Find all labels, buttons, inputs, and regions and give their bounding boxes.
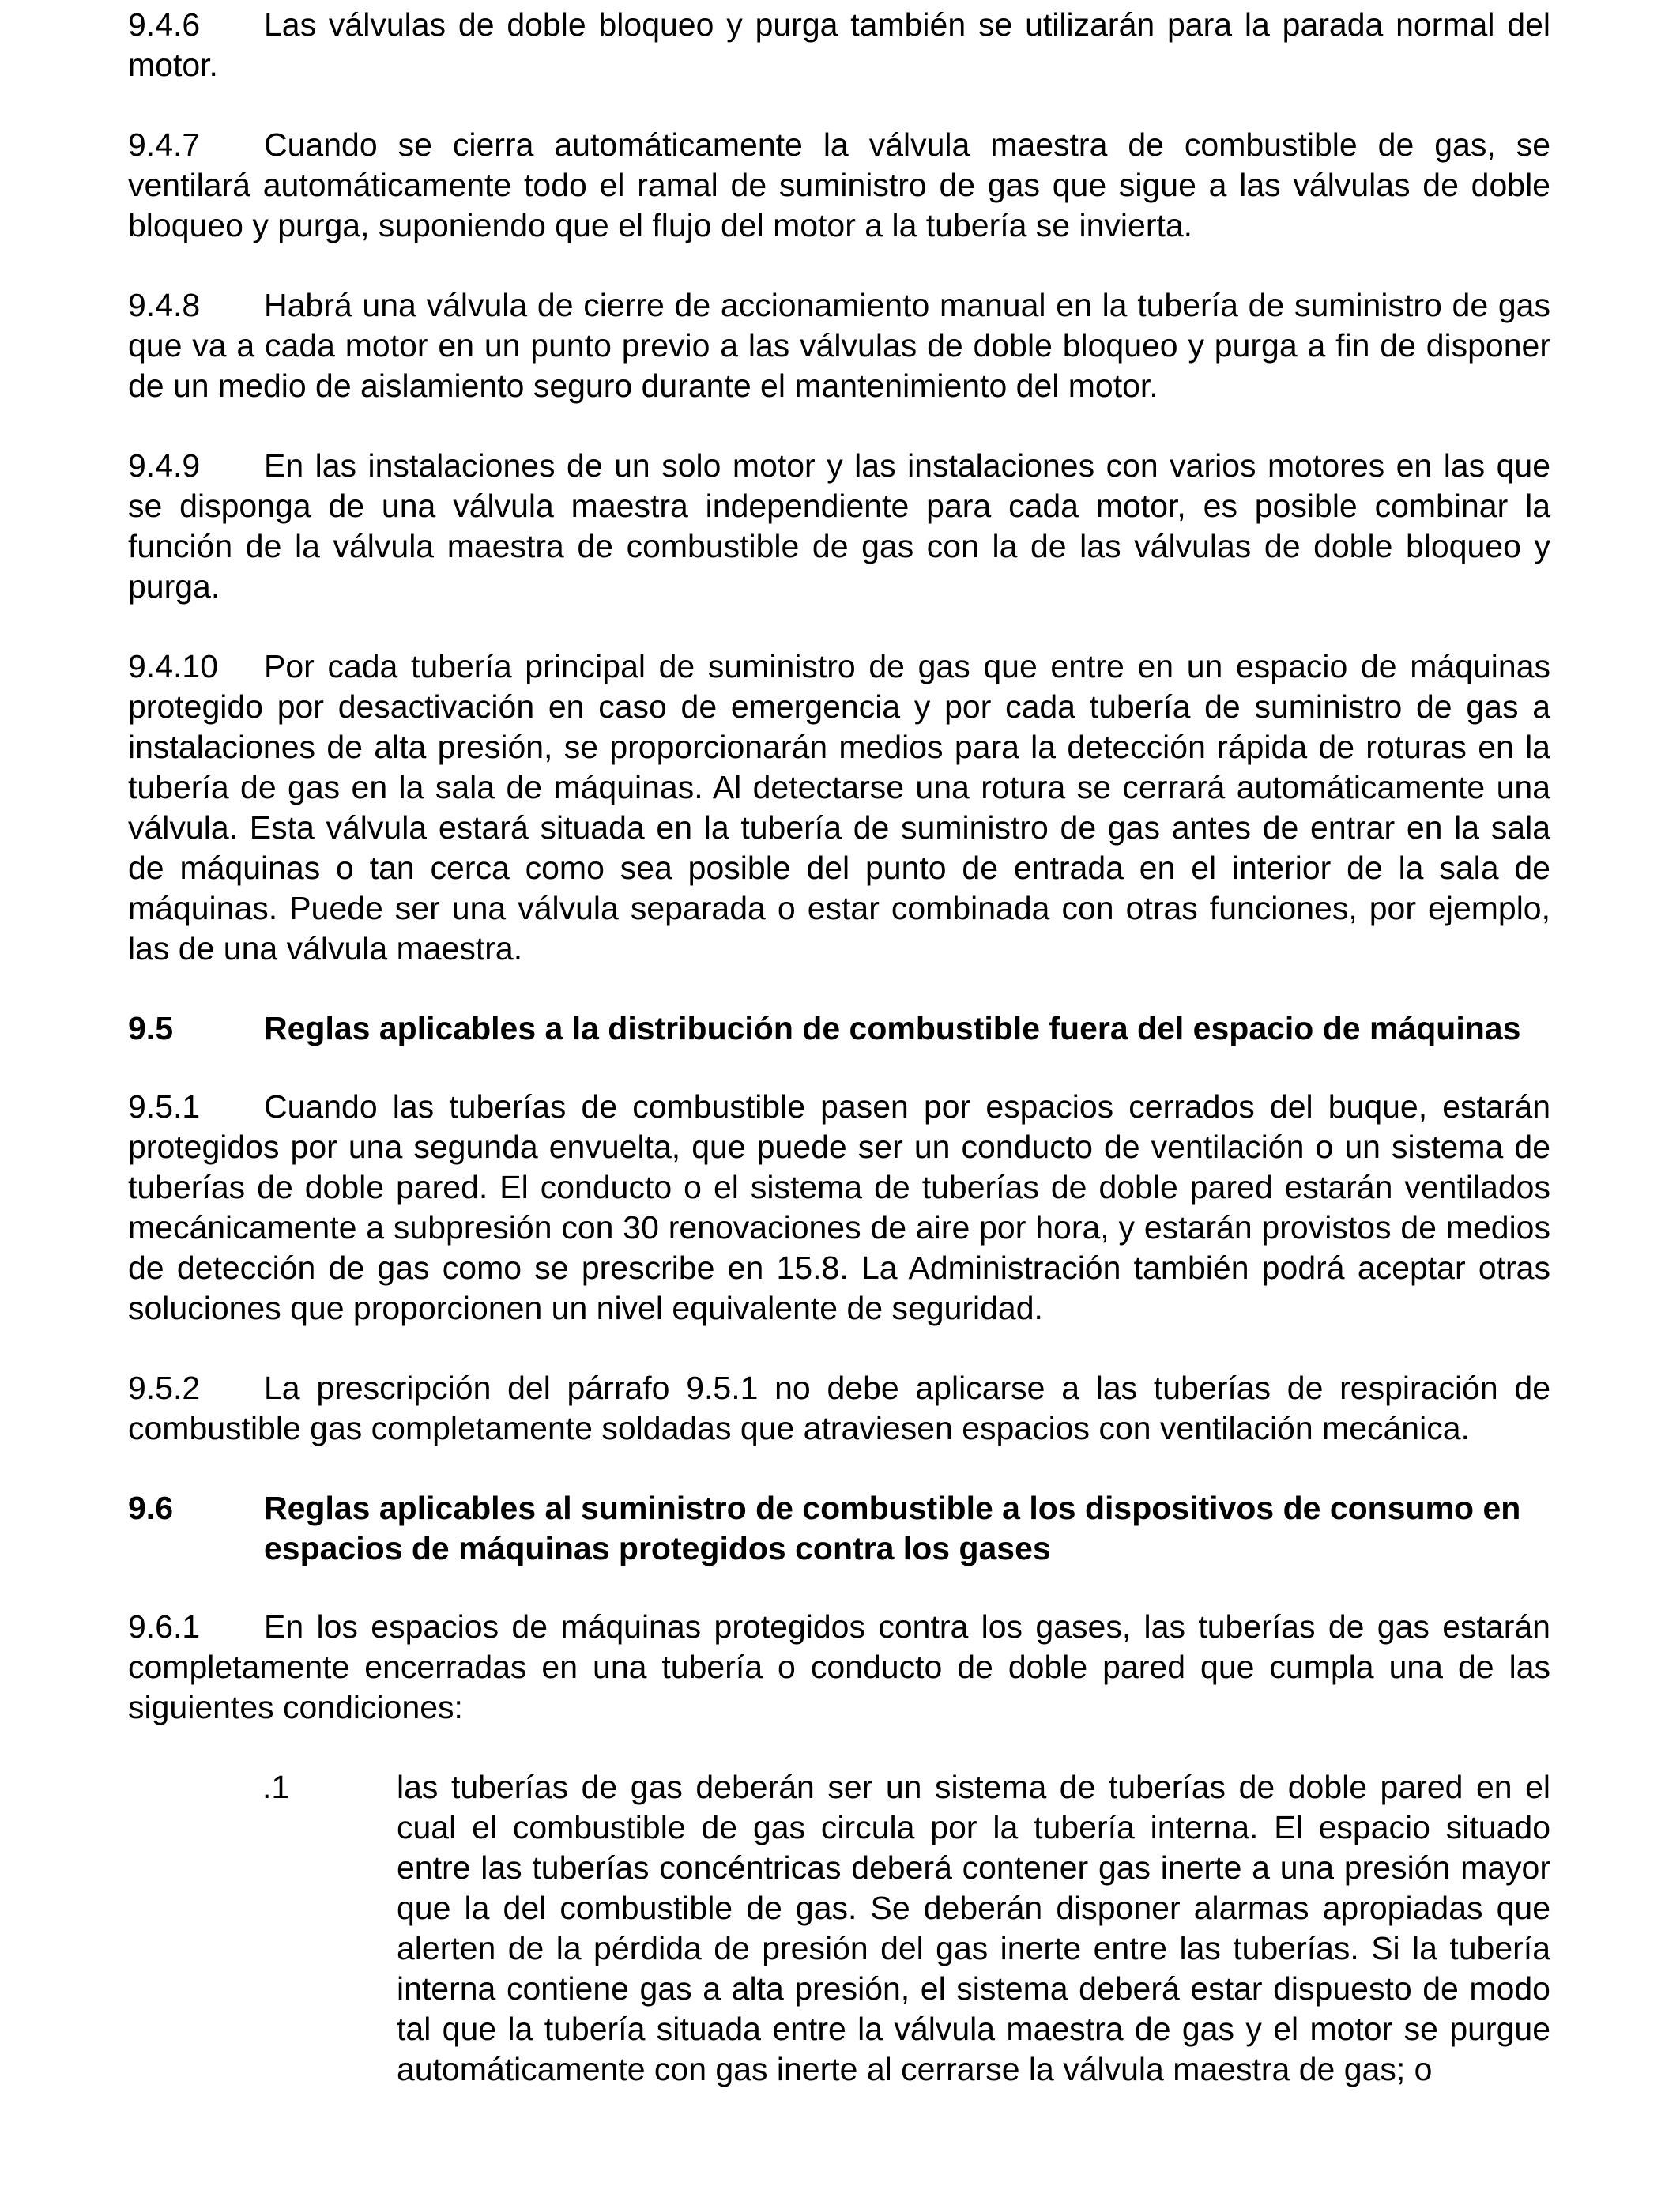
paragraph-number: 9.4.8 — [128, 287, 201, 323]
section-number: 9.6 — [128, 1490, 173, 1526]
list-item-number: .1 — [262, 1769, 290, 1805]
section-title: Reglas aplicables a la distribución de combustible fuera del espacio de máquinas — [264, 1010, 1521, 1046]
section-number: 9.5 — [128, 1010, 173, 1046]
paragraph-text: La prescripción del párrafo 9.5.1 no debe aplicarse a las tuberías de respiración de combustible gas completamente soldadas que atraviesen espacios con ventilación mecánica. — [128, 1370, 1550, 1446]
paragraph-9-4-9 — [128, 446, 1550, 607]
paragraph-text: En los espacios de máquinas protegidos contra los gases, las tuberías de gas estarán completamente encerradas en una tubería o conducto de doble pared que cumpla una de las siguientes condiciones: — [128, 1608, 1550, 1725]
paragraph-number: 9.6.1 — [128, 1608, 201, 1645]
list-item-1 — [128, 1767, 1550, 2090]
section-heading-9-5 — [128, 1008, 1550, 1049]
paragraph-number: 9.4.7 — [128, 126, 201, 163]
paragraph-9-4-8 — [128, 285, 1550, 406]
section-title: Reglas aplicables al suministro de combustible a los dispositivos de consumo en espacios de máquinas protegidos contra los gases — [264, 1490, 1521, 1566]
paragraph-number: 9.4.9 — [128, 447, 201, 484]
paragraph-9-4-10 — [128, 647, 1550, 969]
list-item-text: las tuberías de gas deberán ser un sistema de tuberías de doble pared en el cual el combustible de gas circula por la tubería interna. El espacio situado entre las tuberías concéntricas deberá contener gas inerte a una presión mayor que la del combustible de gas. Se deberán disponer alarmas apropiadas que alerten de la pérdida de presión del gas inerte entre las tuberías. Si la tubería interna contiene gas a alta presión, el sistema deberá estar dispuesto de modo tal que la tubería situada entre la válvula maestra de gas y el motor se purgue automáticamente con gas inerte al cerrarse la válvula maestra de gas; o — [397, 1769, 1550, 2087]
paragraph-number: 9.5.2 — [128, 1370, 201, 1406]
paragraph-text: Por cada tubería principal de suministro de gas que entre en un espacio de máquinas protegido por desactivación en caso de emergencia y por cada tubería de suministro de gas a instalaciones de alta presión, se proporcionarán medios para la detección rápida de roturas en la tubería de gas en la sala de máquinas. Al detectarse una rotura se cerrará automáticamente una válvula. Esta válvula estará situada en la tubería de suministro de gas antes de entrar en la sala de máquinas o tan cerca como sea posible del punto de entrada en el interior de la sala de máquinas. Puede ser una válvula separada o estar combinada con otras funciones, por ejemplo, las de una válvula maestra. — [128, 648, 1550, 967]
paragraph-9-4-6 — [128, 5, 1550, 85]
paragraph-text: Las válvulas de doble bloqueo y purga también se utilizarán para la parada normal del motor. — [128, 6, 1550, 83]
paragraph-number: 9.4.10 — [128, 648, 218, 684]
paragraph-9-5-2 — [128, 1368, 1550, 1449]
section-heading-9-6 — [128, 1488, 1550, 1569]
document-page — [128, 5, 1550, 2090]
paragraph-text: En las instalaciones de un solo motor y las instalaciones con varios motores en las que se disponga de una válvula maestra independiente para cada motor, es posible combinar la función de la válvula maestra de combustible de gas con la de las válvulas de doble bloqueo y purga. — [128, 447, 1550, 605]
paragraph-9-5-1 — [128, 1087, 1550, 1329]
paragraph-text: Cuando las tuberías de combustible pasen por espacios cerrados del buque, estarán protegidos por una segunda envuelta, que puede ser un conducto de ventilación o un sistema de tuberías de doble pared. El conducto o el sistema de tuberías de doble pared estarán ventilados mecánicamente a subpresión con 30 renovaciones de aire por hora, y estarán provistos de medios de detección de gas como se prescribe en 15.8. La Administración también podrá aceptar otras soluciones que proporcionen un nivel equivalente de seguridad. — [128, 1088, 1550, 1326]
paragraph-9-6-1 — [128, 1607, 1550, 1728]
paragraph-text: Habrá una válvula de cierre de accionamiento manual en la tubería de suministro de gas que va a cada motor en un punto previo a las válvulas de doble bloqueo y purga a fin de disponer de un medio de aislamiento seguro durante el mantenimiento del motor. — [128, 287, 1550, 404]
paragraph-9-4-7 — [128, 125, 1550, 246]
paragraph-number: 9.4.6 — [128, 6, 201, 43]
paragraph-number: 9.5.1 — [128, 1088, 201, 1125]
paragraph-text: Cuando se cierra automáticamente la válvula maestra de combustible de gas, se ventilará automáticamente todo el ramal de suministro de gas que sigue a las válvulas de doble bloqueo y purga, suponiendo que el flujo del motor a la tubería se invierta. — [128, 126, 1550, 243]
